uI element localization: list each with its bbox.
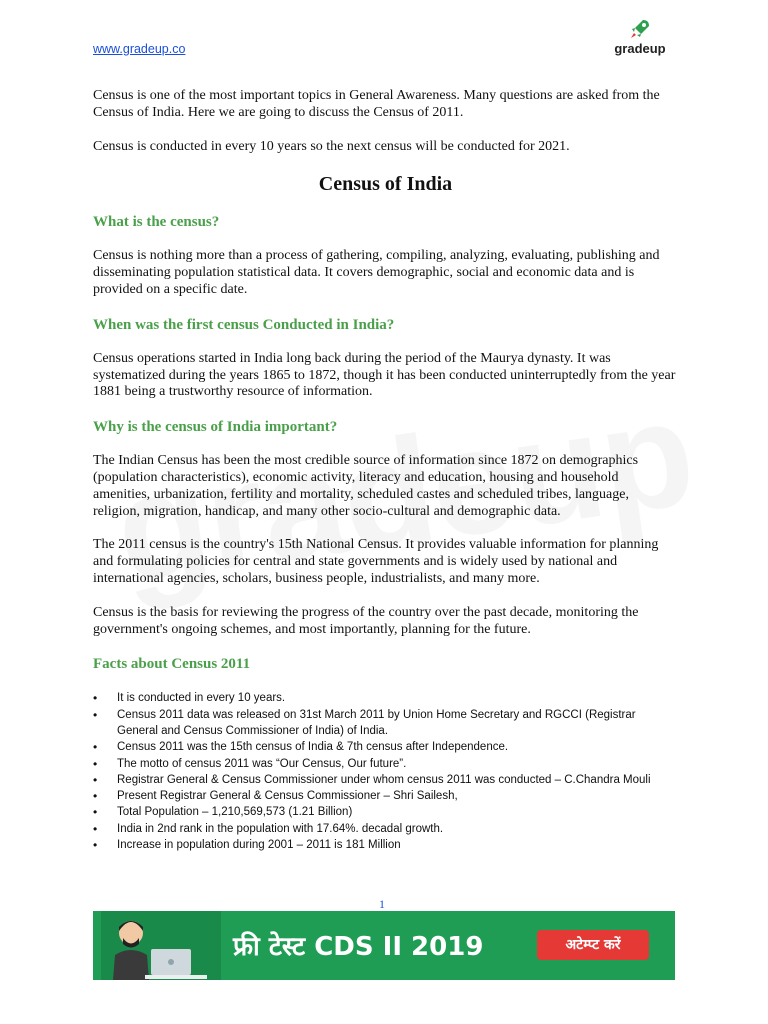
page-number: 1 [379, 897, 385, 911]
rocket-icon [629, 18, 651, 40]
intro-paragraph: Census is conducted in every 10 years so the next census will be conducted for 2021. [93, 138, 570, 154]
section-paragraph: Census is nothing more than a process of gathering, compiling, analyzing, evaluating, publishing and disseminating population statistical data. It covers demographic, social and economic data and is provided on a specific date. [93, 248, 660, 297]
promo-banner[interactable] [93, 911, 675, 980]
section-paragraph: Census operations started in India long back during the period of the Maurya dynasty. It was systematized during the years 1865 to 1872, though it has been conducted uninterruptedly from the year 1881 being a trustworthy resource of information. [93, 350, 676, 400]
list-item: • Total Population – 1,210,569,573 (1.21 Billion) [93, 804, 678, 820]
section-heading: Why is the census of India important? [93, 419, 338, 436]
attempt-button[interactable]: अटेम्प्ट करें [537, 930, 649, 960]
gradeup-website-link[interactable]: www.gradeup.co [93, 42, 186, 56]
section-heading: What is the census? [93, 214, 220, 231]
student-with-laptop-icon [101, 911, 221, 980]
list-item: • It is conducted in every 10 years. [93, 690, 678, 706]
document-body [93, 88, 678, 853]
facts-list [93, 690, 678, 853]
facts-heading: Facts about Census 2011 [93, 656, 251, 673]
list-item: • India in 2nd rank in the population with 17.64%. decadal growth. [93, 821, 678, 837]
section-heading: When was the first census Conducted in India? [93, 316, 395, 333]
section-paragraph: The 2011 census is the country's 15th National Census. It provides valuable information for planning and formulating policies for central and state governments and is widely used by national and international agencies, scholars, business people, industrialists, and many more. [93, 537, 659, 586]
banner-headline: फ्री टेस्ट CDS II 2019 [233, 932, 484, 962]
page-title: Census of India [318, 173, 453, 196]
section-paragraph: The Indian Census has been the most credible source of information since 1872 on demographics (population characteristics), economic activity, literacy and education, housing and household amenities, urbanization, fertility and mortality, scheduled castes and scheduled tribes, language, religion, migration, handicap, and many other socio-cultural and demographic data. [93, 453, 639, 519]
list-item: • Present Registrar General & Census Commissioner – Shri Sailesh, [93, 788, 678, 804]
list-item: • Census 2011 was the 15th census of India & 7th census after Independence. [93, 739, 678, 755]
list-item: • Census 2011 data was released on 31st March 2011 by Union Home Secretary and RGCCI (Registrar General and Census Commissioner of India) of India. [93, 707, 678, 740]
section-paragraph: Census is the basis for reviewing the progress of the country over the past decade, monitoring the government's ongoing schemes, and most importantly, planning for the future. [93, 604, 639, 637]
gradeup-logo [608, 18, 672, 58]
logo-text: gradeup [614, 41, 666, 56]
intro-paragraph: Census is one of the most important topics in General Awareness. Many questions are asked from the Census of India. Here we are going to discuss the Census of 2011. [93, 88, 660, 120]
list-item: • The motto of census 2011 was “Our Census, Our future”. [93, 756, 678, 772]
list-item: • Increase in population during 2001 – 2011 is 181 Million [93, 837, 678, 853]
list-item: • Registrar General & Census Commissioner under whom census 2011 was conducted – C.Chandra Mouli [93, 772, 678, 788]
